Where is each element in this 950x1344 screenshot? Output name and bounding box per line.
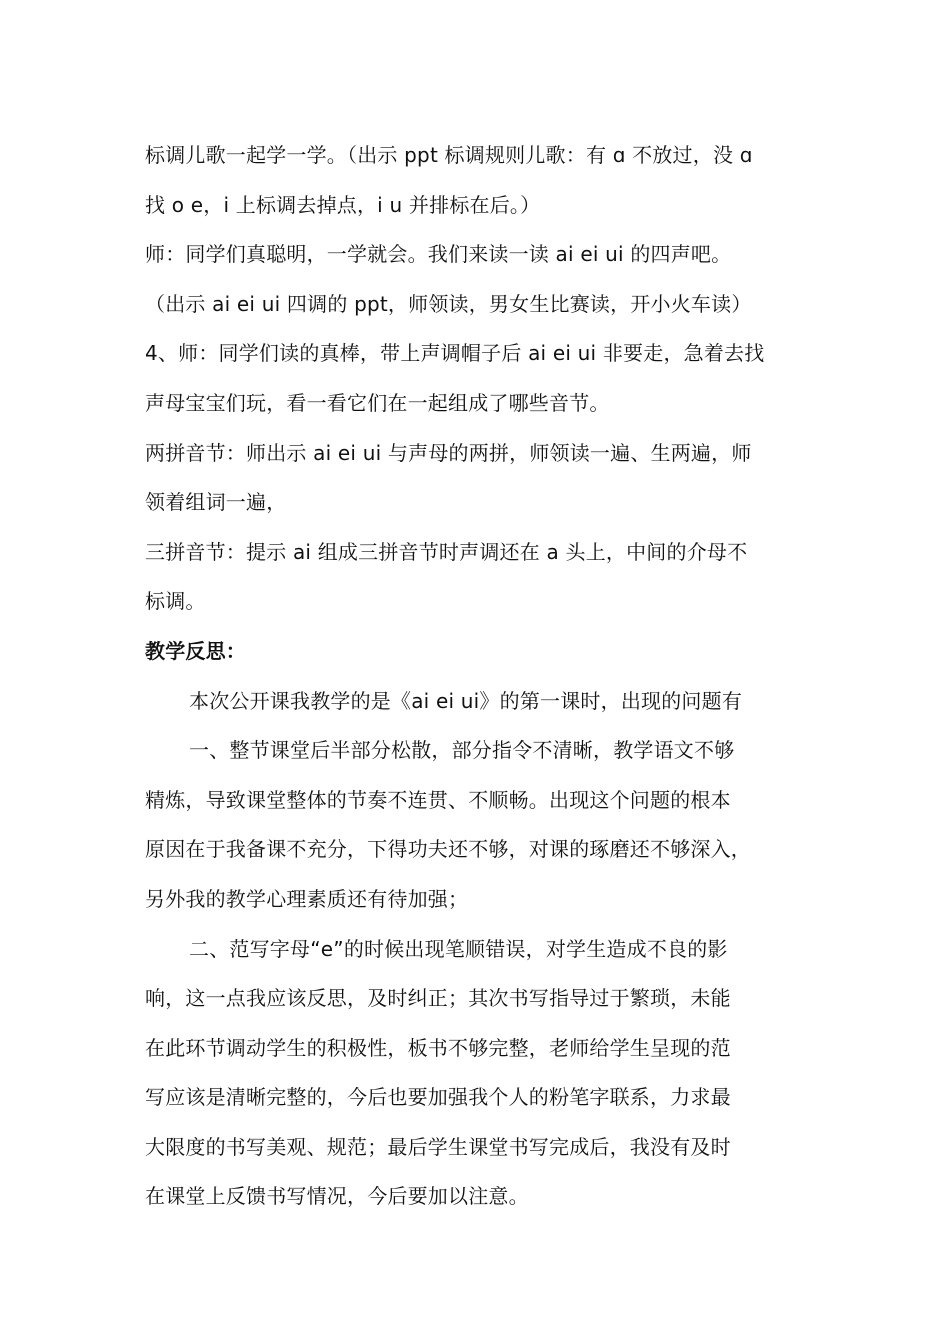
- paragraph-line: 本次公开课我教学的是《ai ei ui》的第一课时，出现的问题有: [189, 688, 743, 713]
- paragraph-line: 响，这一点我应该反思，及时纠正；其次书写指导过于繁琐，未能: [145, 986, 731, 1011]
- paragraph-line: 标调儿歌一起学一学。（出示 ppt 标调规则儿歌：有 ɑ 不放过，没 ɑ: [145, 143, 753, 167]
- paragraph-line: 找 o e，i 上标调去掉点，i u 并排标在后。）: [145, 192, 541, 217]
- paragraph-line: 在此环节调动学生的积极性，板书不够完整，老师给学生呈现的范: [145, 1035, 731, 1060]
- paragraph-line: 三拼音节：提示 ai 组成三拼音节时声调还在 a 头上，中间的介母不: [145, 539, 748, 564]
- paragraph-line: 在课堂上反馈书写情况，今后要加以注意。: [145, 1184, 529, 1209]
- paragraph-line: 另外我的教学心理素质还有待加强；: [145, 886, 469, 911]
- paragraph-line: 标调。: [145, 589, 206, 614]
- paragraph-line: 两拼音节：师出示 ai ei ui 与声母的两拼，师领读一遍、生两遍，师: [145, 440, 752, 465]
- paragraph-line: 4、师：同学们读的真棒，带上声调帽子后 ai ei ui 非要走，急着去找: [145, 341, 765, 366]
- paragraph-line: 一、整节课堂后半部分松散，部分指令不清晰，教学语文不够: [189, 738, 735, 763]
- paragraph-line: 原因在于我备课不充分，下得功夫还不够，对课的琢磨还不够深入，: [145, 837, 751, 862]
- paragraph-line: 大限度的书写美观、规范；最后学生课堂书写完成后，我没有及时: [145, 1134, 731, 1159]
- paragraph-line: 二、范写字母“e”的时候出现笔顺错误，对学生造成不良的影: [189, 936, 728, 961]
- paragraph-line: 声母宝宝们玩，看一看它们在一起组成了哪些音节。: [145, 390, 610, 415]
- section-heading: 教学反思：: [145, 638, 246, 663]
- paragraph-line: 师：同学们真聪明，一学就会。我们来读一读 ai ei ui 的四声吧。: [145, 242, 732, 267]
- paragraph-line: 写应该是清晰完整的，今后也要加强我个人的粉笔字联系，力求最: [145, 1085, 731, 1110]
- paragraph-line: （出示 ai ei ui 四调的 ppt，师领读，男女生比赛读，开小火车读）: [145, 291, 752, 316]
- paragraph-line: 精炼，导致课堂整体的节奏不连贯、不顺畅。出现这个问题的根本: [145, 787, 731, 812]
- paragraph-line: 领着组词一遍，: [145, 490, 287, 515]
- document-body: [145, 131, 810, 1222]
